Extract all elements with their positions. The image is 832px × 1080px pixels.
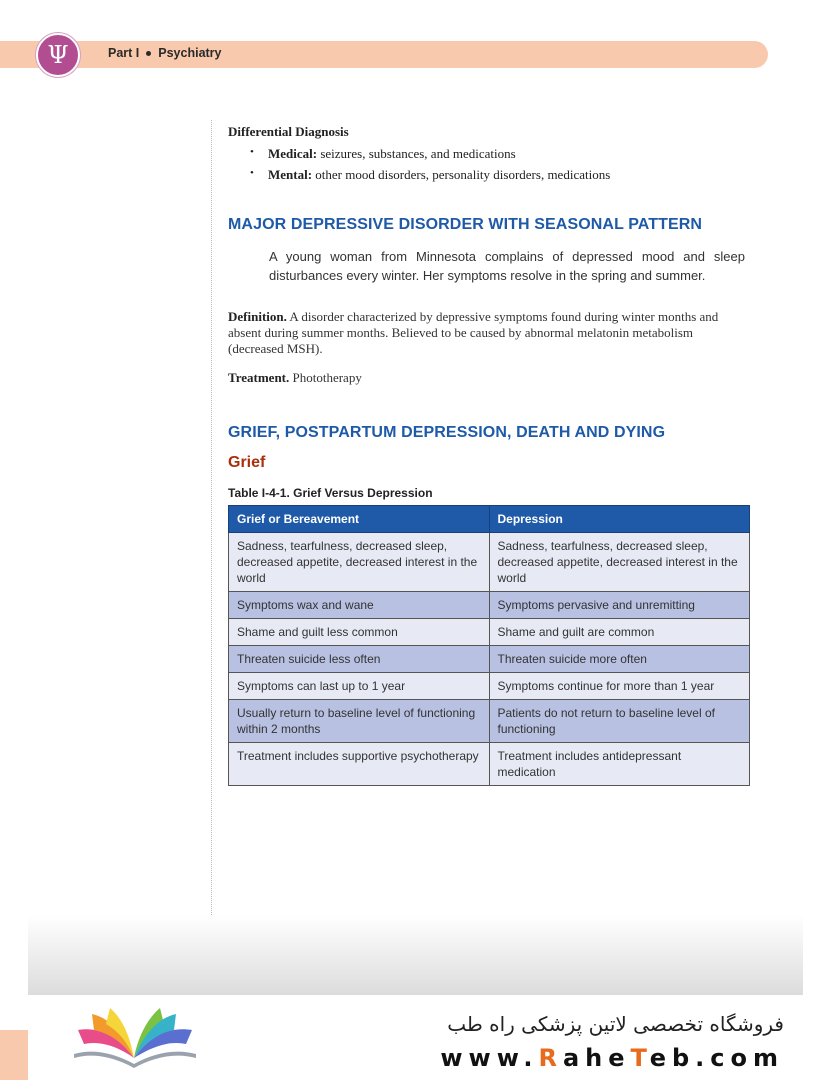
treatment-text: Phototherapy [289, 370, 362, 385]
store-name: فروشگاه تخصصی لاتین پزشکی راه طب [447, 1012, 784, 1036]
table-header-row [229, 506, 750, 533]
table-cell: Treatment includes supportive psychotherapy [229, 743, 490, 786]
treatment-label: Treatment. [228, 370, 290, 385]
table-cell: Threaten suicide less often [229, 646, 490, 673]
item-text: seizures, substances, and medications [317, 146, 516, 161]
grief-subheading: Grief [228, 454, 266, 471]
table-row [229, 743, 750, 786]
table-row [229, 592, 750, 619]
url-part: eb [649, 1044, 696, 1072]
url-prefix: www. [440, 1044, 539, 1072]
table-cell: Treatment includes antidepressant medication [489, 743, 750, 786]
differential-list [228, 146, 750, 183]
definition-text: A disorder characterized by depressive symptoms found during winter months and absent during summer months. Believed to be caused by abnormal melatonin metabolism (decreased MSH). [228, 309, 719, 356]
running-head [108, 46, 222, 60]
seasonal-section-title: MAJOR DEPRESSIVE DISORDER WITH SEASONAL PATTERN [228, 216, 703, 233]
item-label: Mental: [268, 167, 313, 182]
table-caption: Table I-4-1. Grief Versus Depression [228, 486, 433, 500]
table-cell: Shame and guilt less common [229, 619, 490, 646]
table-row [229, 646, 750, 673]
table-row [229, 700, 750, 743]
grief-versus-depression-table [228, 505, 750, 786]
table-row [229, 533, 750, 592]
section-label: Psychiatry [158, 46, 222, 60]
differential-heading: Differential Diagnosis [228, 124, 349, 139]
margin-rule [211, 120, 212, 995]
item-label: Medical: [268, 146, 318, 161]
footer-tab [0, 1030, 28, 1080]
part-label: Part I [108, 46, 140, 60]
store-url [440, 1044, 784, 1072]
table-cell: Sadness, tearfulness, decreased sleep, decreased appetite, decreased interest in the world [489, 533, 750, 592]
table-cell: Threaten suicide more often [489, 646, 750, 673]
url-part: ahe [562, 1044, 631, 1072]
table-cell: Symptoms pervasive and unremitting [489, 592, 750, 619]
grief-section-title: GRIEF, POSTPARTUM DEPRESSION, DEATH AND DYING [228, 424, 666, 441]
column-header: Depression [489, 506, 750, 533]
list-item [250, 167, 750, 183]
treatment-paragraph [228, 370, 750, 386]
page-bottom-shadow [28, 915, 803, 995]
table-cell: Shame and guilt are common [489, 619, 750, 646]
table-cell: Sadness, tearfulness, decreased sleep, decreased appetite, decreased interest in the world [229, 533, 490, 592]
separator-dot-icon [146, 51, 151, 56]
table-row [229, 673, 750, 700]
table-cell: Symptoms wax and wane [229, 592, 490, 619]
definition-paragraph [228, 309, 750, 357]
column-header: Grief or Bereavement [229, 506, 490, 533]
url-suffix: .com [695, 1044, 784, 1072]
definition-label: Definition. [228, 309, 287, 324]
page-content [228, 124, 750, 786]
table-cell: Symptoms continue for more than 1 year [489, 673, 750, 700]
table-cell: Symptoms can last up to 1 year [229, 673, 490, 700]
table-row [229, 619, 750, 646]
table-cell: Patients do not return to baseline level of functioning [489, 700, 750, 743]
list-item [250, 146, 750, 162]
open-book-logo-icon [70, 1008, 200, 1068]
badge-symbol: Ψ [47, 41, 69, 69]
table-cell: Usually return to baseline level of functioning within 2 months [229, 700, 490, 743]
case-vignette: A young woman from Minnesota complains of depressed mood and sleep disturbances every winter. Her symptoms resolve in the spring and summer. [269, 249, 745, 283]
psi-symbol-icon [36, 33, 80, 77]
item-text: other mood disorders, personality disorders, medications [312, 167, 611, 182]
url-accent: R [538, 1044, 563, 1072]
url-accent: T [630, 1044, 650, 1072]
